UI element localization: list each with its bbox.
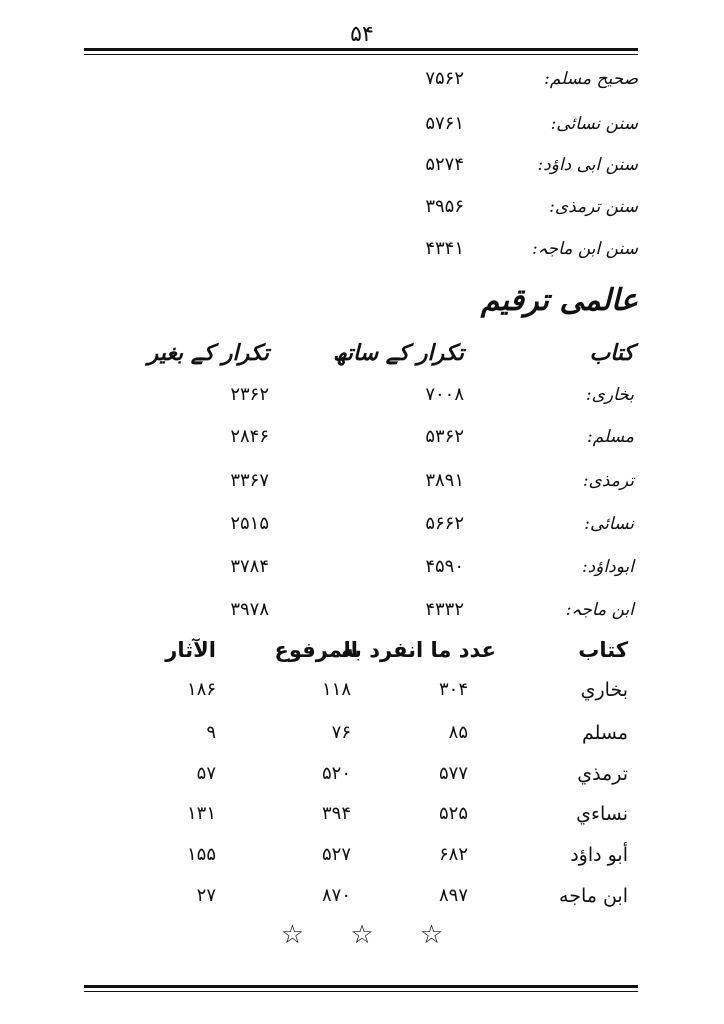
section-heading: عالمی ترقیم [480,283,638,318]
with-repetition-value: ۵۳۶۲ [425,426,464,447]
with-repetition-value: ۳۸۹۱ [425,470,464,491]
without-repetition-value: ۳۷۸۴ [230,556,269,577]
marfu-value: ۵۲۰ [321,763,351,784]
marfu-value: ۸۷۰ [321,885,351,906]
unique-value: ۸۹۷ [438,885,468,906]
athar-value: ۱۵۵ [186,844,216,865]
sunan-label: سنن ابن ماجہ: [531,239,638,259]
column-header-kitab: کتاب [589,340,634,366]
sunan-label: سنن نسائی: [550,114,638,134]
athar-value: ۱۳۱ [186,803,216,824]
top-rule-thin [84,54,638,55]
unique-value: ۸۵ [448,722,468,743]
column-header-athar: الآثار [165,638,216,662]
marfu-value: ۱۱۸ [321,679,351,700]
with-repetition-value: ۷۰۰۸ [425,384,464,405]
book-label: ابوداؤد: [581,557,634,577]
column-header-without-repetition: تکرار کے بغیر [147,340,269,366]
unique-value: ۵۲۵ [438,803,468,824]
book-label: مسلم: [587,427,634,447]
arabic-book-label: أبو داؤد [570,844,628,866]
top-rule-thick [84,48,638,51]
unique-value: ۳۰۴ [438,679,468,700]
column-header-unique: عدد ما انفرد به [341,638,496,662]
page-number: ۵۴ [350,22,374,47]
column-header-marfu: المرفوع [274,638,358,662]
unique-value: ۶۸۲ [438,844,468,865]
athar-value: ۲۷ [196,885,216,906]
marfu-value: ۳۹۴ [321,803,351,824]
star-ornament-icon: ☆ ☆ ☆ [280,920,444,950]
sunan-label: صحیح مسلم: [544,69,638,89]
bottom-rule-thin [84,991,638,992]
arabic-book-label: بخاري [580,679,628,701]
without-repetition-value: ۳۹۷۸ [230,599,269,620]
arabic-book-label: نساءي [576,803,628,825]
with-repetition-value: ۵۶۶۲ [425,513,464,534]
sunan-value: ۷۵۶۲ [425,68,464,89]
arabic-book-label: ترمذي [577,763,628,785]
sunan-value: ۵۷۶۱ [425,113,464,134]
sunan-value: ۵۲۷۴ [425,154,464,175]
book-label: ترمذی: [582,471,634,491]
without-repetition-value: ۲۳۶۲ [230,384,269,405]
unique-value: ۵۷۷ [438,763,468,784]
athar-value: ۵۷ [196,763,216,784]
without-repetition-value: ۲۸۴۶ [230,426,269,447]
book-label: بخاری: [585,385,634,405]
sunan-value: ۴۳۴۱ [425,238,464,259]
sunan-value: ۳۹۵۶ [425,196,464,217]
without-repetition-value: ۳۳۶۷ [230,470,269,491]
book-label: نسائی: [584,514,634,534]
arabic-book-label: مسلم [581,722,628,744]
column-header-kitab: كتاب [578,638,628,662]
athar-value: ۹ [206,722,216,743]
sunan-label: سنن ابی داؤد: [537,155,638,175]
sunan-label: سنن ترمذی: [549,197,638,217]
athar-value: ۱۸۶ [186,679,216,700]
column-header-with-repetition: تکرار کے ساتھ [333,340,464,366]
bottom-rule-thick [84,985,638,988]
without-repetition-value: ۲۵۱۵ [230,513,269,534]
with-repetition-value: ۴۵۹۰ [425,556,464,577]
book-label: ابن ماجہ: [565,600,634,620]
with-repetition-value: ۴۳۳۲ [425,599,464,620]
marfu-value: ۵۲۷ [321,844,351,865]
arabic-book-label: ابن ماجه [559,885,628,907]
marfu-value: ۷۶ [331,722,351,743]
